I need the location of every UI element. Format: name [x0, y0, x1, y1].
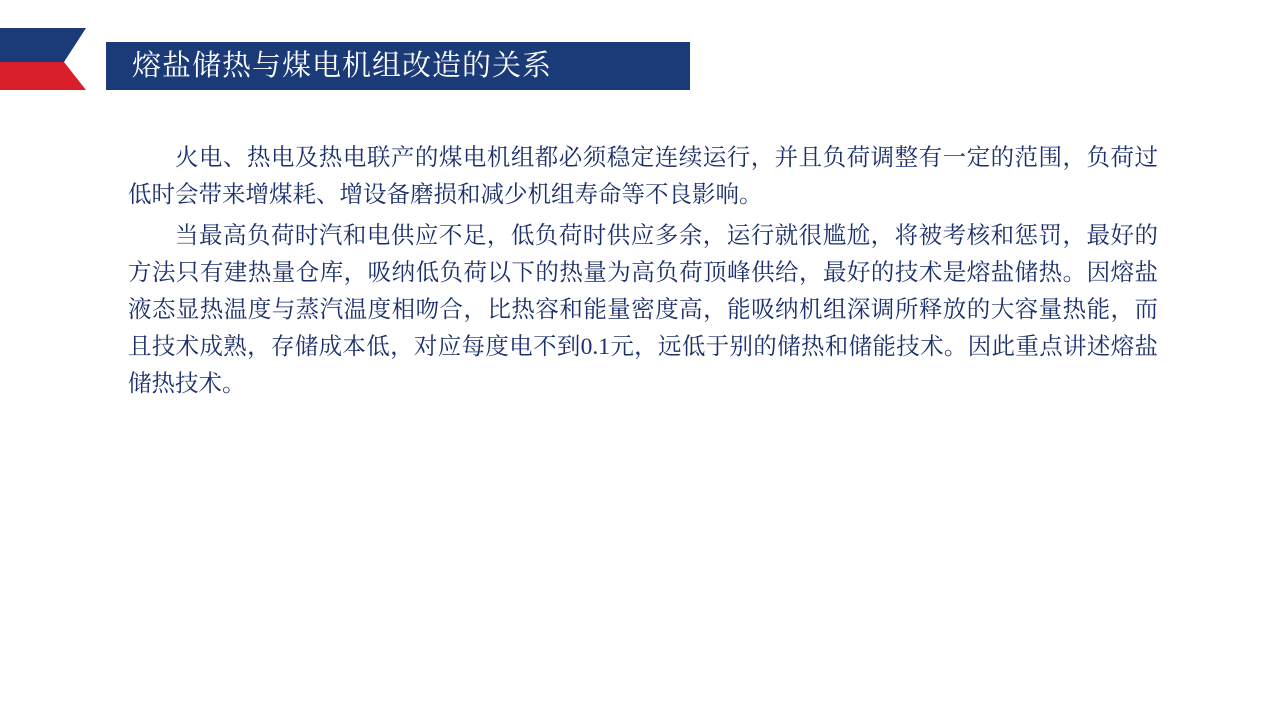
- corner-decoration: [0, 28, 108, 90]
- body-paragraph: 当最高负荷时汽和电供应不足，低负荷时供应多余，运行就很尴尬，将被考核和惩罚，最好的方法只有建热量仓库，吸纳低负荷以下的热量为高负荷顶峰供给，最好的技术是熔盐储热。因熔盐液态显热温度与蒸汽温度相吻合，比热容和能量密度高，能吸纳机组深调所释放的大容量热能，而且技术成熟，存储成本低，对应每度电不到0.1元，远低于别的储热和储能技术。因此重点讲述熔盐储热技术。: [128, 223, 1158, 397]
- decoration-red-triangle: [64, 62, 86, 90]
- slide-title: 熔盐储热与煤电机组改造的关系: [132, 50, 553, 82]
- decoration-navy-triangle: [64, 28, 86, 62]
- slide-body: [128, 140, 1158, 403]
- decoration-red-block: [0, 62, 64, 90]
- body-paragraph: 火电、热电及热电联产的煤电机组都必须稳定连续运行，并且负荷调整有一定的范围，负荷过低时会带来增煤耗、增设备磨损和减少机组寿命等不良影响。: [128, 145, 1158, 208]
- decoration-navy-block: [0, 28, 64, 62]
